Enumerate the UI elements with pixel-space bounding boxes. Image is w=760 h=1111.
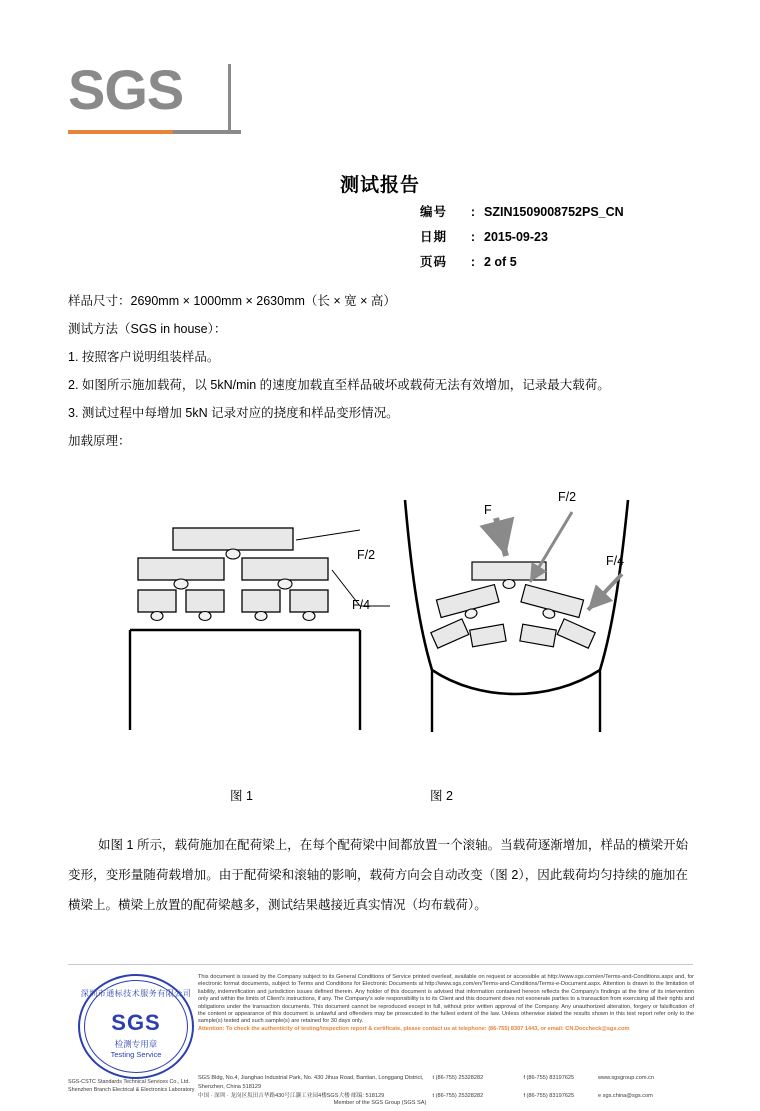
footer-attention-text: Attention: To check the authenticity of testing/inspection report & certificate, please contact us at telephone: (86-755) 8307 1443, or email: CN.Doccheck@sgs.com bbox=[198, 1025, 630, 1032]
meta-value-date: 2015-09-23 bbox=[484, 230, 548, 244]
figure-1-caption: 图 1 bbox=[230, 789, 253, 803]
footer-address-cn: 中国 · 深圳 · 龙岗区坂田吉华路430号江灏工业园4楼SGS大楼 邮编: 518129 bbox=[198, 1093, 385, 1099]
stamp-sgs-text: SGS bbox=[111, 1010, 161, 1035]
fig2-force-quarter-label: F/4 bbox=[606, 554, 625, 568]
meta-label-date: 日期 bbox=[420, 230, 448, 244]
loading-principle-heading: 加载原理： bbox=[68, 434, 131, 448]
meta-value-page: 2 of 5 bbox=[484, 255, 517, 269]
logo-orange-bar bbox=[68, 130, 173, 134]
footer-tel-cn: t (86-755) 25328282 bbox=[432, 1093, 484, 1099]
footer-fax-en: f (86-755) 83197625 bbox=[523, 1075, 575, 1081]
fig1-force-quarter-label: F/4 bbox=[352, 598, 371, 612]
page-title: 测试报告 bbox=[339, 175, 420, 196]
footer-tel-en: t (86-755) 25328282 bbox=[432, 1075, 484, 1081]
footer-address-en: SGS Bldg, No.4, Jianghao Industrial Park, No. 430 Jihua Road, Bantian, Longgang District, Shenzhen, China 518129 bbox=[198, 1075, 424, 1090]
meta-colon-date: : bbox=[470, 230, 476, 244]
footer-fax-cn: f (86-755) 83197625 bbox=[523, 1093, 575, 1099]
fig2-force-label: F bbox=[484, 503, 492, 517]
stamp-bottom-text: 检测专用章 bbox=[114, 1039, 158, 1049]
meta-row-page bbox=[420, 252, 624, 270]
sgs-logo bbox=[68, 58, 268, 140]
test-method-heading: 测试方法（SGS in house）： bbox=[68, 322, 227, 336]
test-method-step-2: 2. 如图所示施加载荷，以 5kN/min 的速度加载直至样品破坏或载荷无法有效增加，记录最大载荷。 bbox=[68, 378, 610, 392]
test-method-block bbox=[68, 288, 698, 456]
logo-gray-bar bbox=[173, 130, 241, 134]
footer-company-names bbox=[68, 1078, 198, 1094]
meta-value-number: SZIN1509008752PS_CN bbox=[484, 205, 624, 219]
footer-address-block bbox=[198, 1074, 698, 1101]
meta-colon-page: : bbox=[470, 255, 476, 269]
footer-company-name-1: SGS-CSTC Standards Technical Services Co., Ltd. bbox=[68, 1079, 190, 1085]
meta-label-number: 编号 bbox=[420, 205, 448, 219]
footer-legal-block bbox=[198, 974, 694, 1033]
meta-label-page: 页码 bbox=[420, 255, 448, 269]
test-method-step-3: 3. 测试过程中每增加 5kN 记录对应的挠度和样品变形情况。 bbox=[68, 406, 399, 420]
figures-svg bbox=[60, 470, 710, 810]
stamp-top-text: 深圳市通标技术服务有限公司 bbox=[80, 989, 192, 998]
footer-company-name-2: Shenzhen Branch Electrical & Electronics Laboratory bbox=[68, 1087, 195, 1093]
stamp-bottom-text-en: Testing Service bbox=[110, 1050, 162, 1059]
fig2-force-half-label: F/2 bbox=[558, 490, 577, 504]
loading-principle-figures bbox=[60, 470, 710, 810]
footer-website[interactable]: www.sgsgroup.com.cn bbox=[598, 1075, 654, 1081]
closing-paragraph: 如图 1 所示，载荷施加在配荷梁上，在每个配荷梁中间都放置一个滚轴。当载荷逐渐增加，样品的横梁开始变形，变形量随荷载增加。由于配荷梁和滚轴的影响，载荷方向会自动改变（图 2），因此载荷均匀持续的施加在横梁上。横梁上放置的配荷梁越多，测试结果越接近真实情况（均布载荷）。 bbox=[68, 838, 688, 912]
footer-divider bbox=[68, 964, 693, 965]
sgs-logo-text: SGS bbox=[68, 58, 184, 121]
meta-colon-number: : bbox=[470, 205, 476, 219]
logo-vertical-rule bbox=[228, 64, 231, 132]
footer-email[interactable]: e sgs.china@sgs.com bbox=[598, 1093, 653, 1099]
fig1-force-half-label: F/2 bbox=[357, 548, 376, 562]
report-meta bbox=[420, 202, 624, 277]
test-method-step-1: 1. 按照客户说明组装样品。 bbox=[68, 350, 220, 364]
company-stamp bbox=[78, 972, 198, 1092]
footer-member-text: Member of the SGS Group (SGS SA) bbox=[333, 1100, 427, 1106]
figure-2-drawing bbox=[405, 500, 628, 732]
meta-row-number bbox=[420, 202, 624, 220]
figure-1-drawing bbox=[130, 528, 390, 730]
figure-2-caption: 图 2 bbox=[430, 789, 453, 803]
meta-row-date bbox=[420, 227, 624, 245]
sample-dimensions-line: 样品尺寸：2690mm × 1000mm × 2630mm（长 × 宽 × 高） bbox=[68, 294, 396, 308]
footer-address-row-en bbox=[198, 1074, 698, 1092]
footer-legal-text: This document is issued by the Company subject to its General Conditions of Service printed overleaf, available on request or accessible at http://www.sgs.com/en/Terms-and-Conditions.aspx and, for electronic format documents, subject to Terms and Conditions for Electronic Documents at http://www.sgs.com/en/Terms-and-Conditions/Terms-e-Document.aspx. Attention is drawn to the limitation of liability, indemnification and jurisdiction issues defined therein. Any holder of this document is advised that information contained hereon reflects the Company's findings at the time of its intervention only and within the limits of Client's instructions, if any. The Company's sole responsibility is to its Client and this document does not exonerate parties to a transaction from exercising all their rights and obligations under the transaction documents. This document cannot be reproduced except in full, without prior written approval of the Company. Any unauthorized alteration, forgery or falsification of the content or appearance of this document is unlawful and offenders may be prosecuted to the fullest extent of the law. Unless otherwise stated the results shown in this test report refer only to the sample(s) tested and such sample(s) are retained for 30 days only. bbox=[198, 974, 694, 1025]
